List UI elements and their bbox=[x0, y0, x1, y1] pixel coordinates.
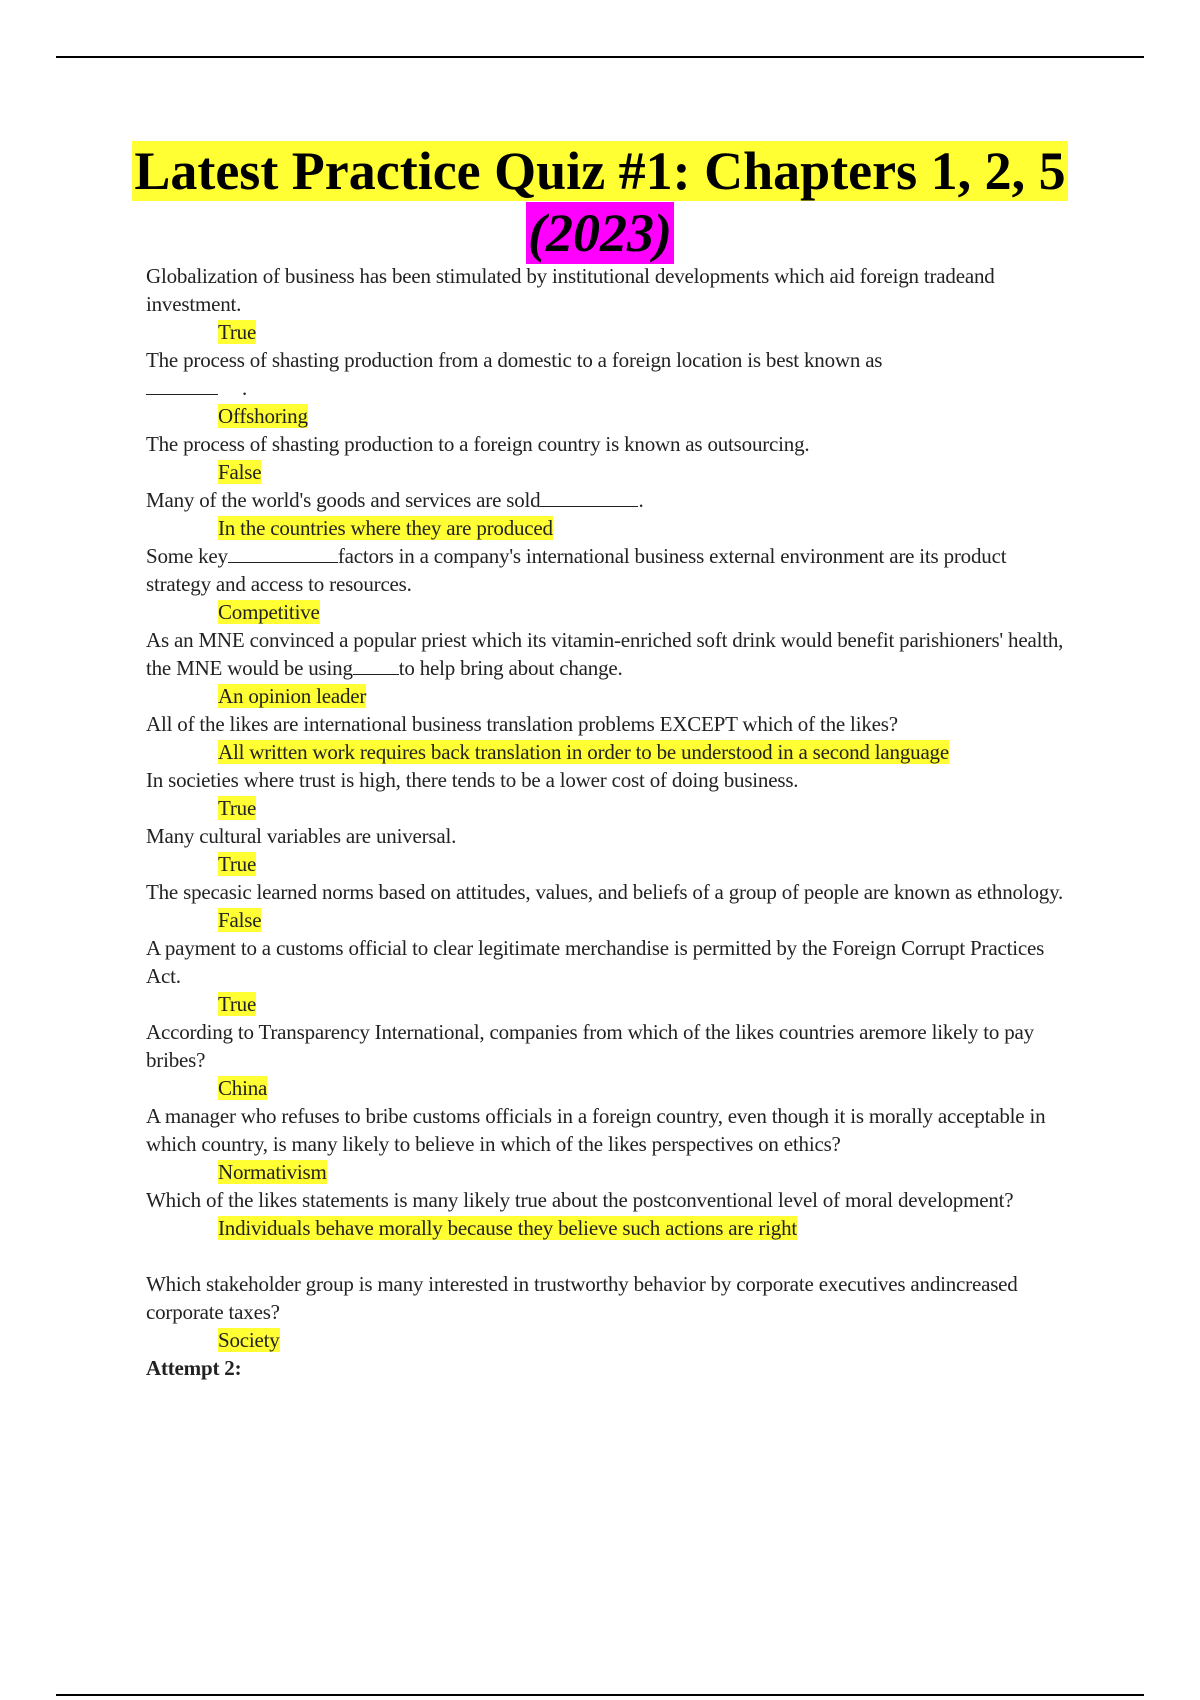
question-15: Which stakeholder group is many interested in trustworthy behavior by corporate executives andincreased corporate taxes? bbox=[146, 1272, 1018, 1324]
question-9: Many cultural variables are universal. bbox=[146, 824, 457, 848]
answer-5: Competitive bbox=[218, 600, 320, 624]
answer-7: All written work requires back translation in order to be understood in a second language bbox=[218, 740, 949, 764]
answer-3: False bbox=[218, 460, 262, 484]
question-6: As an MNE convinced a popular priest which its vitamin-enriched soft drink would benefit parishioners' health, the MNE would be using to help bring about change. bbox=[146, 628, 1064, 680]
answer-11: True bbox=[218, 992, 257, 1016]
question-11: A payment to a customs official to clear legitimate merchandise is permitted by the Foreign Corrupt Practices Act. bbox=[146, 936, 1045, 988]
answer-blank bbox=[353, 656, 399, 675]
answer-8: True bbox=[218, 796, 257, 820]
question-1: Globalization of business has been stimulated by institutional developments which aid foreign tradeand investment. bbox=[146, 264, 995, 316]
question-10: The specasic learned norms based on attitudes, values, and beliefs of a group of people are known as ethnology. bbox=[146, 880, 1064, 904]
answer-6: An opinion leader bbox=[218, 684, 367, 708]
title-year: (2023) bbox=[528, 203, 672, 263]
question-3: The process of shasting production to a foreign country is known as outsourcing. bbox=[146, 432, 810, 456]
attempt-heading: Attempt 2: bbox=[146, 1356, 242, 1380]
question-13: A manager who refuses to bribe customs officials in a foreign country, even though it is morally acceptable in which country, is many likely to believe in which of the likes perspectives on ethics? bbox=[146, 1104, 1046, 1156]
top-rule bbox=[56, 56, 1144, 58]
answer-blank bbox=[540, 488, 638, 507]
question-12: According to Transparency International, companies from which of the likes countries aremore likely to pay bribes? bbox=[146, 1020, 1034, 1072]
question-14: Which of the likes statements is many likely true about the postconventional level of moral development? bbox=[146, 1188, 1014, 1212]
question-2: The process of shasting production from a domestic to a foreign location is best known as . bbox=[146, 348, 883, 400]
answer-15: Society bbox=[218, 1328, 280, 1352]
answer-2: Offshoring bbox=[218, 404, 308, 428]
question-8: In societies where trust is high, there tends to be a lower cost of doing business. bbox=[146, 768, 799, 792]
bottom-rule bbox=[56, 1694, 1144, 1696]
answer-blank bbox=[146, 376, 218, 395]
answer-10: False bbox=[218, 908, 262, 932]
answer-14: Individuals behave morally because they believe such actions are right bbox=[218, 1216, 798, 1240]
answer-12: China bbox=[218, 1076, 268, 1100]
quiz-content bbox=[146, 262, 1076, 1382]
answer-4: In the countries where they are produced bbox=[218, 516, 553, 540]
document-title bbox=[0, 140, 1200, 264]
answer-9: True bbox=[218, 852, 257, 876]
spacer bbox=[146, 1242, 1076, 1270]
question-4: Many of the world's goods and services are sold . bbox=[146, 488, 644, 512]
answer-1: True bbox=[218, 320, 257, 344]
title-line: Latest Practice Quiz #1: Chapters 1, 2, 5 bbox=[134, 141, 1066, 201]
question-5: Some key factors in a company's international business external environment are its product strategy and access to resources. bbox=[146, 544, 1007, 596]
answer-13: Normativism bbox=[218, 1160, 327, 1184]
question-7: All of the likes are international business translation problems EXCEPT which of the likes? bbox=[146, 712, 898, 736]
answer-blank bbox=[228, 544, 338, 563]
